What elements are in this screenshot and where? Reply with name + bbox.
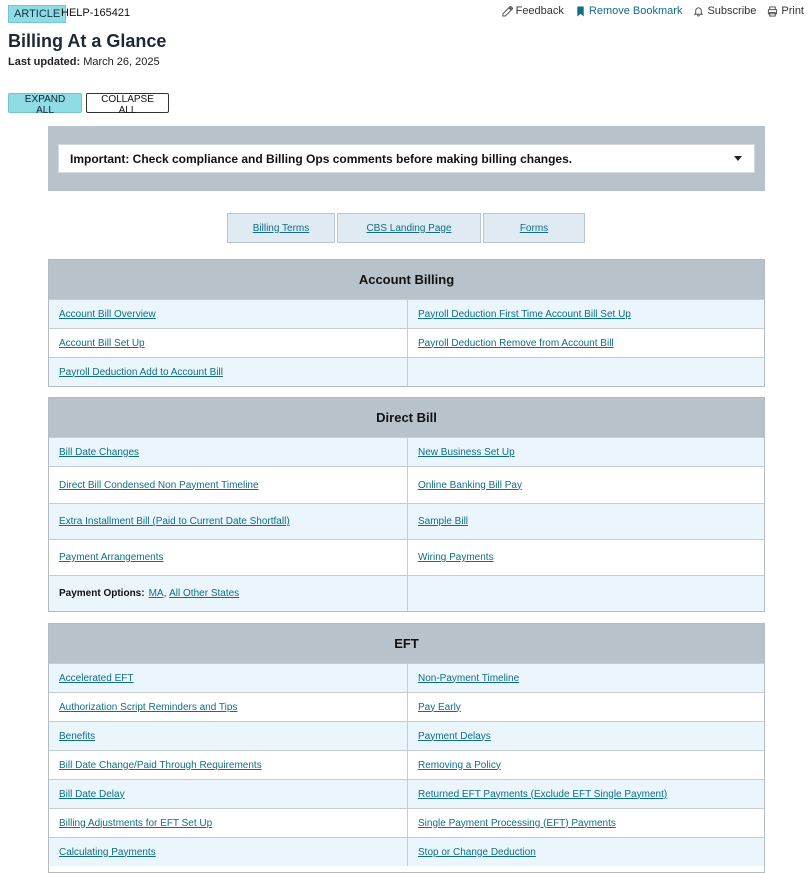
expand-all-button[interactable]: EXPAND ALL: [8, 93, 82, 113]
last-updated-date: March 26, 2025: [83, 56, 160, 68]
caret-down-icon: [734, 156, 742, 161]
table-row: [49, 692, 764, 721]
notice-accordion[interactable]: [58, 144, 755, 173]
article-id: HELP-165421: [61, 7, 131, 19]
section-direct-bill: [48, 397, 765, 612]
bookmark-icon: [575, 6, 586, 17]
link-non-payment-timeline[interactable]: Non-Payment Timeline: [418, 672, 520, 684]
link-stop-or-change-deduction[interactable]: Stop or Change Deduction: [418, 846, 536, 858]
remove-bookmark-button[interactable]: [575, 5, 683, 17]
link-payroll-deduction-remove[interactable]: Payroll Deduction Remove from Account Bill: [418, 337, 614, 349]
link-bill-date-change-paid-through[interactable]: Bill Date Change/Paid Through Requirements: [59, 759, 262, 771]
section-title: EFT: [49, 624, 764, 663]
section-account-billing: [48, 259, 765, 387]
link-billing-adjustments-eft[interactable]: Billing Adjustments for EFT Set Up: [59, 817, 213, 829]
print-button[interactable]: [767, 5, 804, 17]
quick-link-forms[interactable]: Forms: [483, 213, 585, 243]
notice-text: Important: Check compliance and Billing Ops comments before making billing changes.: [70, 151, 573, 166]
collapse-all-button[interactable]: COLLAPSE ALL: [86, 93, 169, 113]
link-accelerated-eft[interactable]: Accelerated EFT: [59, 672, 134, 684]
subscribe-label: Subscribe: [707, 5, 757, 17]
table-row: [49, 299, 764, 328]
link-sample-bill[interactable]: Sample Bill: [418, 516, 469, 527]
link-pay-early[interactable]: Pay Early: [418, 701, 461, 713]
link-payroll-deduction-add[interactable]: Payroll Deduction Add to Account Bill: [59, 366, 223, 378]
section-title: Direct Bill: [49, 398, 764, 437]
table-row: [49, 539, 764, 575]
table-row: [49, 808, 764, 837]
link-authorization-script[interactable]: Authorization Script Reminders and Tips: [59, 701, 238, 713]
quick-links: [227, 213, 585, 243]
link-online-banking-bill-pay[interactable]: Online Banking Bill Pay: [418, 479, 522, 491]
empty-cell: [407, 358, 764, 386]
link-single-payment-processing[interactable]: Single Payment Processing (EFT) Payments: [418, 817, 616, 829]
link-new-business-set-up[interactable]: New Business Set Up: [418, 446, 515, 458]
payment-options-label: Payment Options:: [59, 588, 145, 599]
table-row: [49, 750, 764, 779]
quick-link-billing-terms[interactable]: Billing Terms: [227, 213, 335, 243]
link-payment-options-all-other-states[interactable]: All Other States: [169, 588, 240, 599]
article-actions: [502, 5, 804, 17]
link-benefits[interactable]: Benefits: [59, 730, 96, 742]
quick-link-cbs-landing-page[interactable]: CBS Landing Page: [337, 213, 481, 243]
table-row: [49, 437, 764, 466]
link-direct-bill-condensed-timeline[interactable]: Direct Bill Condensed Non Payment Timeline: [59, 479, 259, 491]
printer-icon: [767, 6, 778, 17]
link-returned-eft-payments[interactable]: Returned EFT Payments (Exclude EFT Single Payment): [418, 788, 668, 800]
link-payroll-deduction-first-time[interactable]: Payroll Deduction First Time Account Bill Set Up: [418, 308, 631, 320]
link-bill-date-delay[interactable]: Bill Date Delay: [59, 788, 125, 800]
link-account-bill-set-up[interactable]: Account Bill Set Up: [59, 337, 145, 349]
remove-bookmark-label: Remove Bookmark: [588, 5, 683, 17]
link-bill-date-changes[interactable]: Bill Date Changes: [59, 446, 140, 458]
table-row: [49, 503, 764, 539]
table-row: [49, 328, 764, 357]
table-row: [49, 779, 764, 808]
table-row: [49, 837, 764, 866]
article-topbar: [8, 5, 804, 23]
link-account-bill-overview[interactable]: Account Bill Overview: [59, 308, 156, 320]
table-row: [49, 466, 764, 503]
link-payment-arrangements[interactable]: Payment Arrangements: [59, 552, 164, 563]
edit-icon: [502, 6, 513, 17]
article-badge: ARTICLE: [8, 5, 66, 23]
print-label: Print: [781, 5, 804, 17]
link-wiring-payments[interactable]: Wiring Payments: [418, 552, 494, 563]
last-updated: [8, 56, 160, 68]
table-row: [49, 663, 764, 692]
feedback-label: Feedback: [515, 5, 564, 17]
notice-panel: [48, 126, 765, 191]
section-title: Account Billing: [49, 260, 764, 299]
link-removing-a-policy[interactable]: Removing a Policy: [418, 759, 501, 771]
feedback-button[interactable]: [502, 5, 564, 17]
section-eft: [48, 623, 765, 873]
link-payment-options-ma[interactable]: MA: [148, 588, 164, 599]
subscribe-button[interactable]: [693, 5, 756, 17]
table-row: Payment Options: MA , All Other States: [49, 575, 764, 611]
page-title: Billing At a Glance: [8, 31, 167, 51]
link-calculating-payments[interactable]: Calculating Payments: [59, 846, 156, 858]
table-row: [49, 357, 764, 386]
table-row: [49, 721, 764, 750]
last-updated-label: Last updated:: [8, 56, 81, 68]
bell-icon: [693, 6, 704, 17]
link-payment-delays[interactable]: Payment Delays: [418, 730, 491, 742]
empty-cell: [407, 576, 764, 611]
link-extra-installment-bill[interactable]: Extra Installment Bill (Paid to Current Date Shortfall): [59, 516, 290, 527]
